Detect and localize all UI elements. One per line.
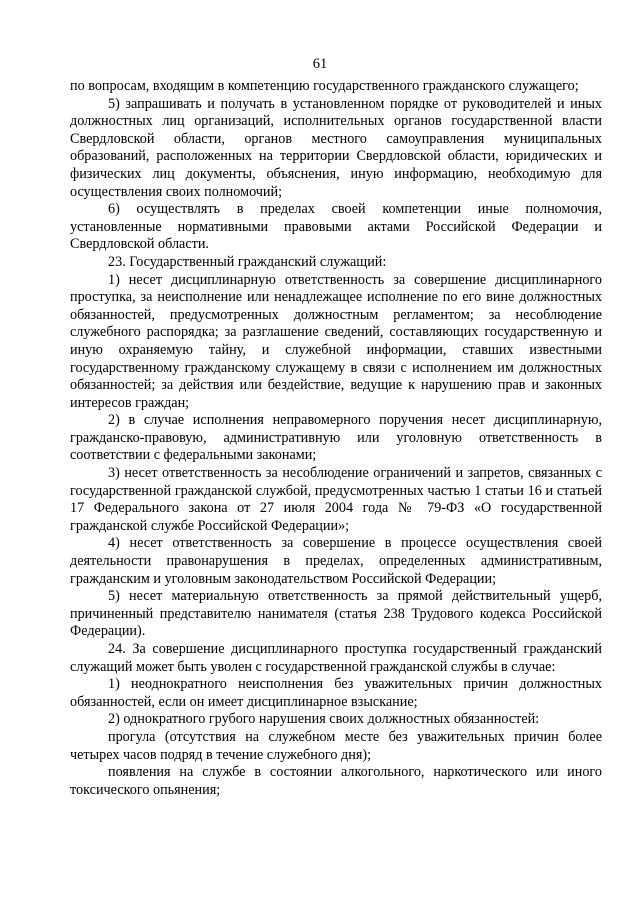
section-24-item-1: 1) неоднократного неисполнения без уважительных причин должностных обязанностей, если он имеет дисциплинарное взыскание; <box>70 676 602 710</box>
section-23-item-5: 5) несет материальную ответственность за прямой действительный ущерб, причиненный представителю нанимателя (статья 238 Трудового кодекса Российской Федерации). <box>70 588 602 640</box>
section-23-item-2: 2) в случае исполнения неправомерного поручения несет дисциплинарную, гражданско-правовую, административную или уголовную ответственность в соответствии с федеральными законами; <box>70 412 602 464</box>
section-24-item-2: 2) однократного грубого нарушения своих должностных обязанностей: <box>108 711 540 728</box>
section-24-subitem-absence: прогула (отсутствия на служебном месте без уважительных причин более четырех часов подряд в течение служебного дня); <box>70 728 602 763</box>
paragraph-continuation: по вопросам, входящим в компетенцию государственного гражданского служащего; <box>70 78 579 94</box>
section-23-item-3: 3) несет ответственность за несоблюдение ограничений и запретов, связанных с государственной гражданской службой, предусмотренных частью 1 статьи 16 и статьей 17 Федерального закона от 27 июля 2004 года № 79-ФЗ «О государственной гражданской службе Российской Федерации»; <box>70 465 602 534</box>
paragraph-item-6: 6) осуществлять в пределах своей компетенции иные полномочия, установленные нормативными правовыми актами Российской Федерации и Свердловской области. <box>70 201 602 253</box>
section-24-heading: 24. За совершение дисциплинарного проступка государственный гражданский служащий может быть уволен с государственной гражданской службы в случае: <box>70 641 602 675</box>
page-body <box>70 78 602 799</box>
section-23-item-1: 1) несет дисциплинарную ответственность за совершение дисциплинарного проступка, за неисполнение или ненадлежащее исполнение по его вине должностных обязанностей, предусмотренных должностным регламентом; за несоблюдение служебного распорядка; за разглашение сведений, составляющих государственную и иную охраняемую тайну, и служебной информации, ставших известными государственному гражданскому служащему в связи с исполнением им должностных обязанностей; за действия или бездействие, ведущие к нарушению прав и законных интересов граждан; <box>70 271 602 411</box>
section-23-heading: 23. Государственный гражданский служащий: <box>108 253 387 270</box>
paragraph-item-5: 5) запрашивать и получать в установленном порядке от руководителей и иных должностных лиц организаций, исполнительных органов государственной власти Свердловской области, органов местного самоуправления муниципальных образований, расположенных на территории Свердловской области, юридических и физических лиц документы, объяснения, иную информацию, необходимую для осуществления своих полномочий; <box>70 95 602 200</box>
page-number: 61 <box>312 56 328 72</box>
section-24-subitem-intoxication: появления на службе в состоянии алкогольного, наркотического или иного токсического опьянения; <box>70 764 602 798</box>
section-23-item-4: 4) несет ответственность за совершение в процессе осуществления своей деятельности правонарушения в пределах, определенных административным, гражданским и уголовным законодательством Российской Федерации; <box>70 535 602 587</box>
